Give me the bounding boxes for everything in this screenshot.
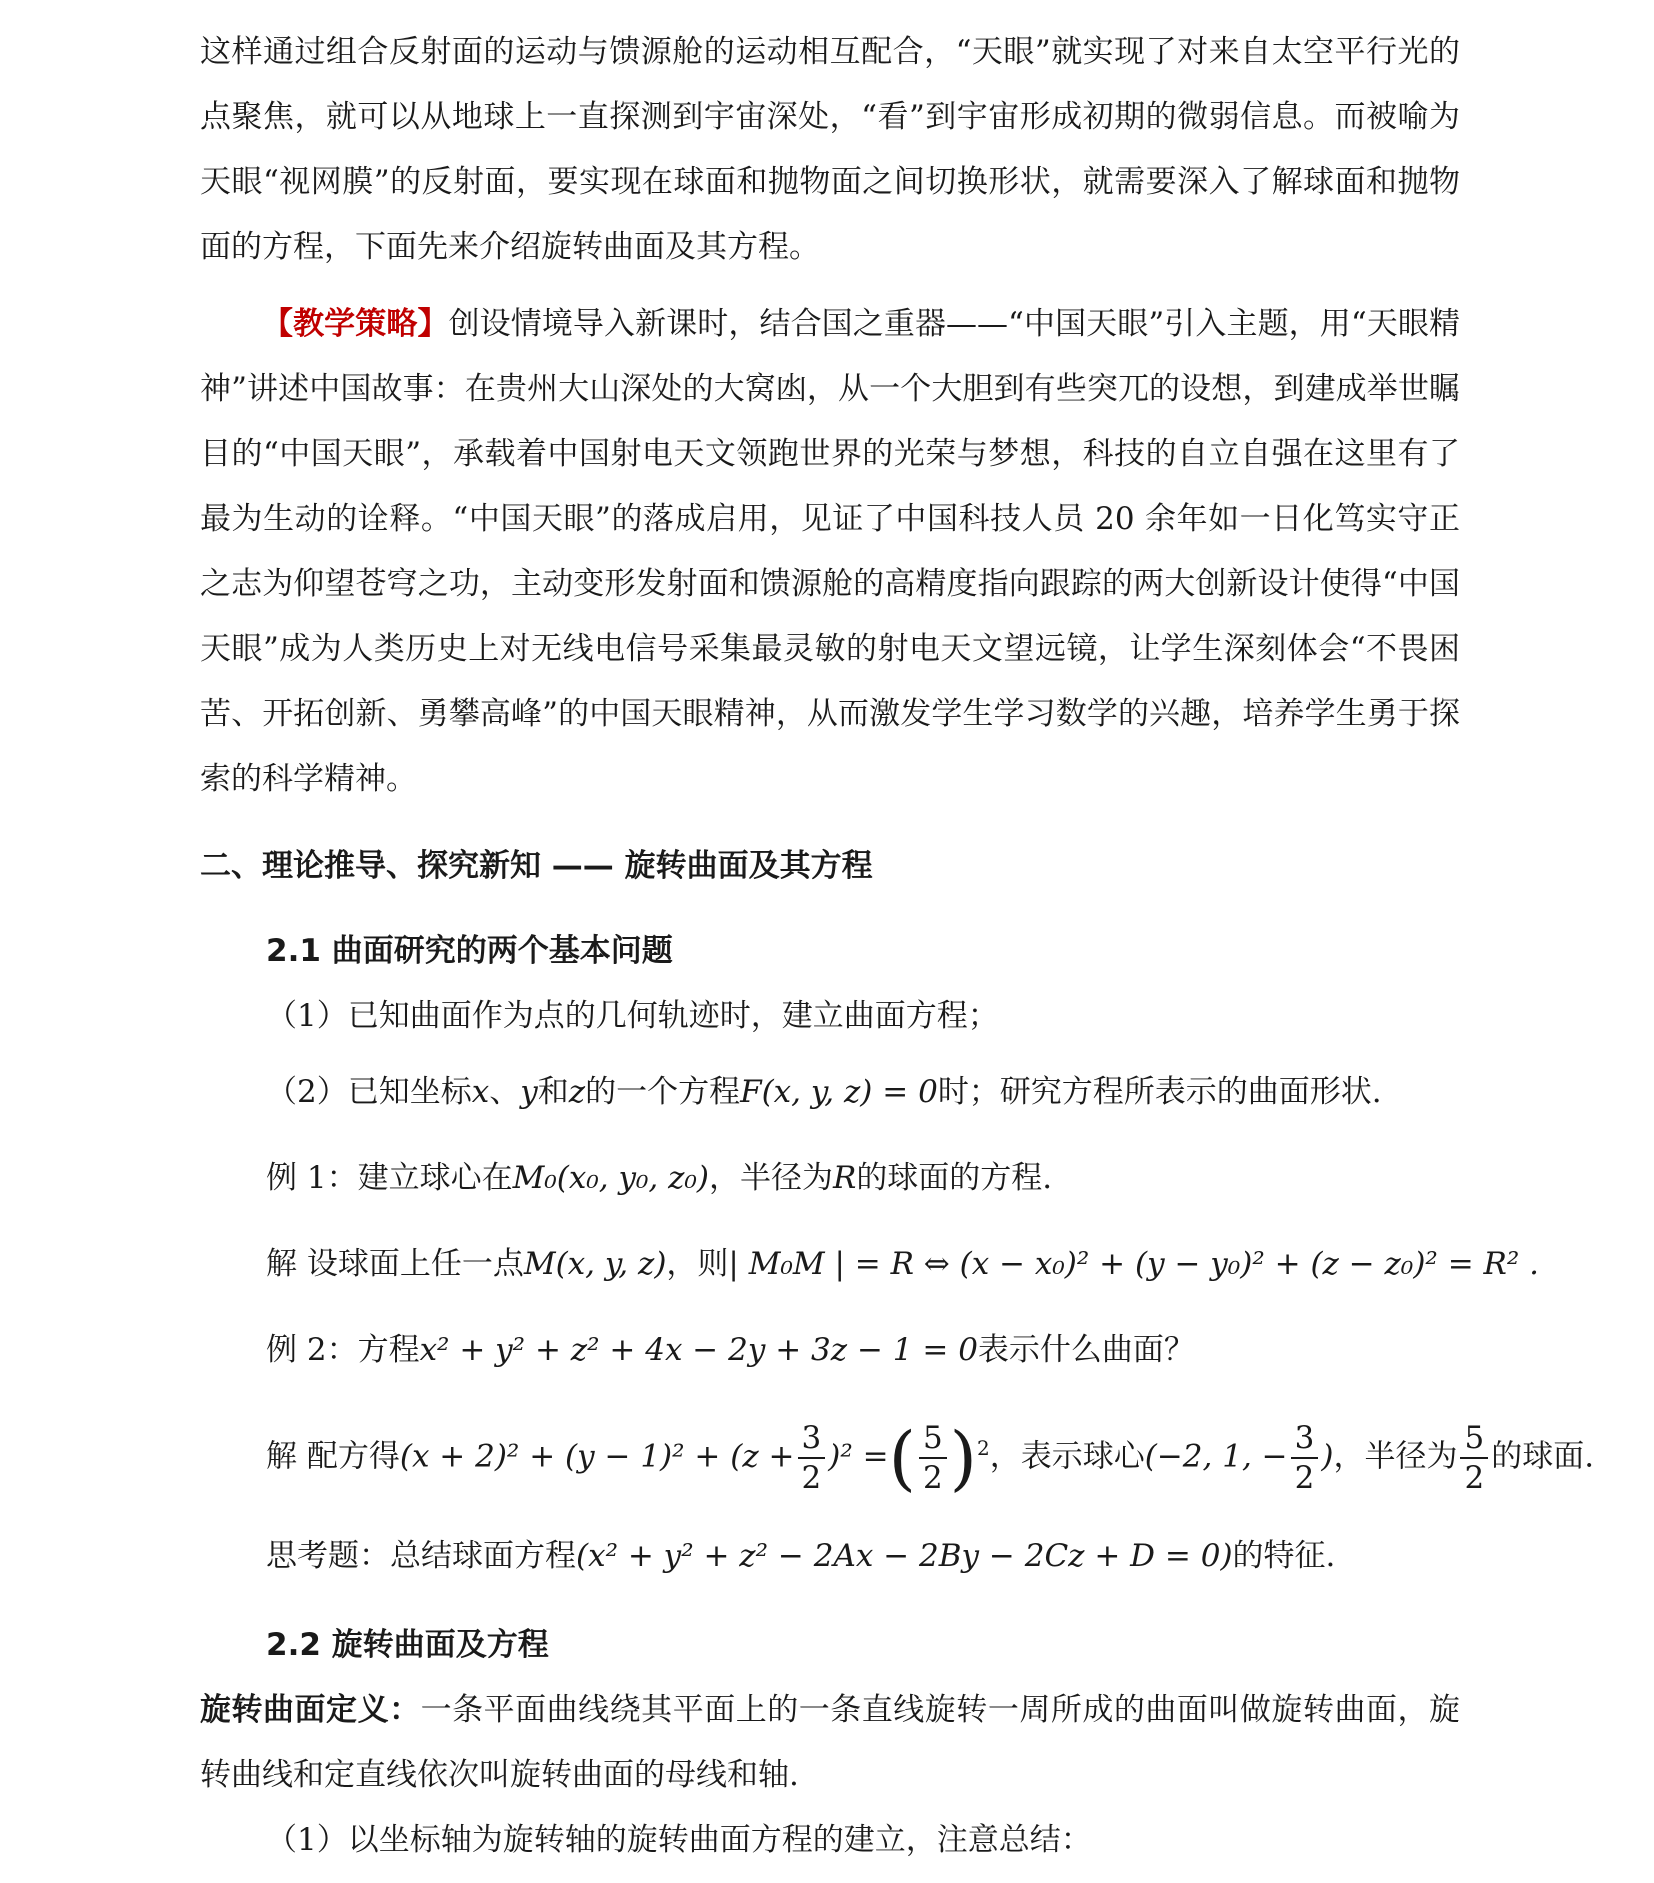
thinking-question: 思考题：总结球面方程(x² + y² + z² − 2Ax − 2By − 2Cz + D = 0)的特征.	[266, 1537, 1336, 1574]
fraction-3-2-center: $\frac{3}{2}$	[1291, 1419, 1319, 1497]
example-1: 例 1：建立球心在M₀(x₀, y₀, z₀)，半径为R的球面的方程.	[266, 1160, 1053, 1196]
sphere-equation: | M₀M | = R ⇔ (x − x₀)² + (y − y₀)² + (z − z₀)² = R² .	[728, 1246, 1539, 1282]
teaching-strategy-tag: 【教学策略】	[262, 306, 449, 342]
subsection-2-2-title: 2.2 旋转曲面及方程	[266, 1626, 549, 1663]
example-2-equation: x² + y² + z² + 4x − 2y + 3z − 1 = 0	[419, 1332, 978, 1368]
basic-problem-1: （1）已知曲面作为点的几何轨迹时，建立曲面方程；	[266, 998, 999, 1034]
example-2: 例 2：方程x² + y² + z² + 4x − 2y + 3z − 1 = 0表示什么曲面？	[266, 1332, 1195, 1368]
rotation-surface-definition: 旋转曲面定义：一条平面曲线绕其平面上的一条直线旋转一周所成的曲面叫做旋转曲面，旋转曲线和定直线依次叫旋转曲面的母线和轴.	[200, 1691, 1461, 1793]
definition-label: 旋转曲面定义：	[200, 1691, 421, 1728]
solution-2: 解 配方得(x + 2)² + (y − 1)² + (z + $\frac{3}{2}$ )² =( $\frac{5}{2}$ )$^2$，表示球心(−2, 1, − $\frac{3}{2}$ )，半径为 $\frac{5}{2}$ 的球面.	[266, 1416, 1595, 1499]
teaching-strategy-paragraph	[200, 292, 1460, 812]
intro-paragraph: 这样通过组合反射面的运动与馈源舱的运动相互配合，“天眼”就实现了对来自太空平行光的点聚焦，就可以从地球上一直探测到宇宙深处，“看”到宇宙形成初期的微弱信息。而被喻为天眼“视网膜”的反射面，要实现在球面和抛物面之间切换形状，就需要深入了解球面和抛物面的方程，下面先来介绍旋转曲面及其方程。	[200, 34, 1460, 265]
fraction-5-2: $\frac{5}{2}$	[919, 1419, 947, 1497]
equation-F: F(x, y, z) = 0	[740, 1074, 938, 1110]
solution-1: 解 设球面上任一点M(x, y, z)，则| M₀M | = R ⇔ (x − x₀)² + (y − y₀)² + (z − z₀)² = R² .	[266, 1246, 1539, 1282]
fraction-5-2-radius: $\frac{5}{2}$	[1460, 1419, 1488, 1497]
basic-problem-2: （2）已知坐标x、y和z的一个方程F(x, y, z) = 0时；研究方程所表示的曲面形状.	[266, 1074, 1382, 1110]
subsection-2-1-title: 2.1 曲面研究的两个基本问题	[266, 933, 673, 969]
rotation-item-1: （1）以坐标轴为旋转轴的旋转曲面方程的建立，注意总结：	[266, 1821, 1092, 1858]
teaching-strategy-text: 创设情境导入新课时，结合国之重器——“中国天眼”引入主题，用“天眼精神”讲述中国故事：在贵州大山深处的大窝凼，从一个大胆到有些突兀的设想，到建成举世瞩目的“中国天眼”，承载着中国射电天文领跑世界的光荣与梦想，科技的自立自强在这里有了最为生动的诠释。“中国天眼”的落成启用，见证了中国科技人员 20 余年如一日化笃实守正之志为仰望苍穹之功，主动变形发射面和馈源舱的高精度指向跟踪的两大创新设计使得“中国天眼”成为人类历史上对无线电信号采集最灵敏的射电天文望远镜，让学生深刻体会“不畏困苦、开拓创新、勇攀高峰”的中国天眼精神，从而激发学生学习数学的兴趣，培养学生勇于探索的科学精神。	[200, 306, 1460, 797]
fraction-3-2: $\frac{3}{2}$	[798, 1419, 826, 1497]
document-page	[200, 0, 1595, 1873]
section-2-title: 二、理论推导、探究新知 —— 旋转曲面及其方程	[200, 848, 873, 884]
sphere-center: M₀(x₀, y₀, z₀)	[512, 1160, 709, 1196]
general-sphere-equation: (x² + y² + z² − 2Ax − 2By − 2Cz + D = 0)	[576, 1537, 1233, 1574]
